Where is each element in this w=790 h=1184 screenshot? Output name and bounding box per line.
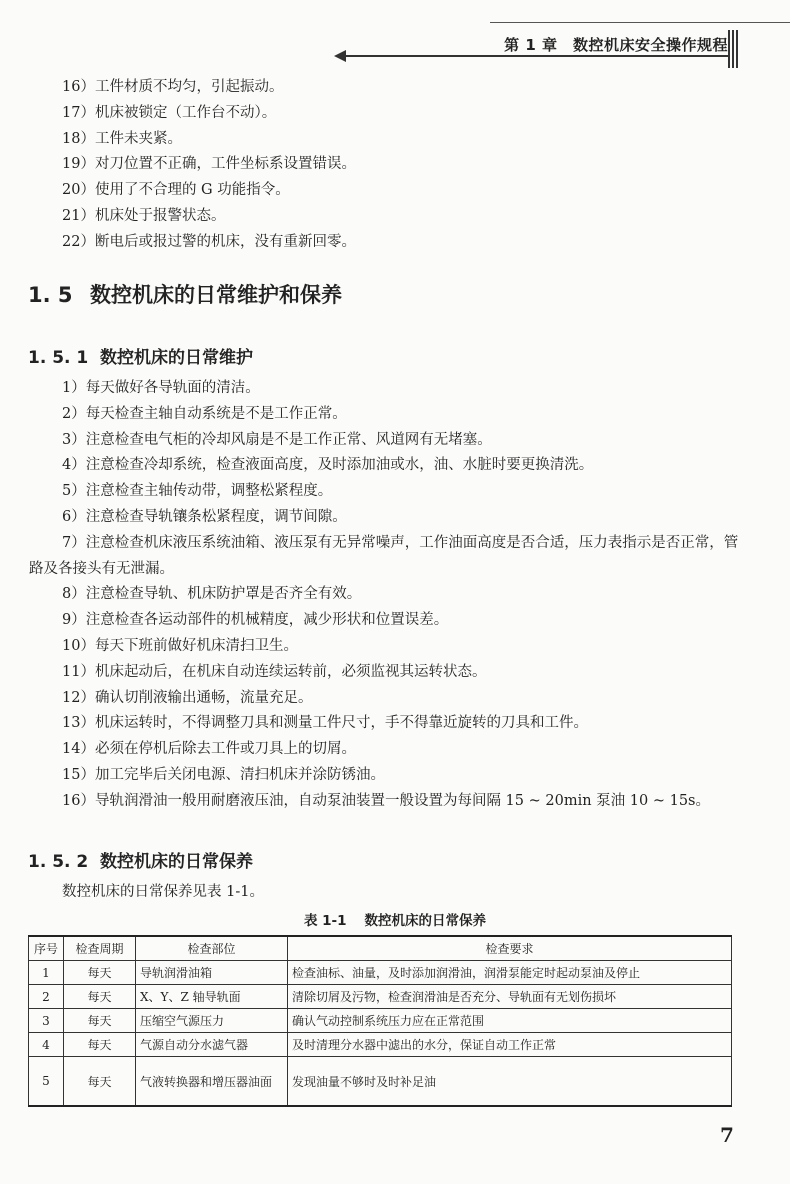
- cell-index: 2: [29, 985, 64, 1009]
- subsection-title: 数控机床的日常维护: [100, 348, 253, 368]
- table-row: [29, 1033, 732, 1057]
- cell-index: 1: [29, 961, 64, 985]
- cell-period: 每天: [64, 1009, 136, 1033]
- table-caption-number: 表 1-1: [303, 913, 347, 929]
- list-item: 1）每天做好各导轨面的清洁。: [62, 380, 260, 396]
- list-item: 14）必须在停机后除去工件或刀具上的切屑。: [62, 741, 356, 758]
- subsection-title: 数控机床的日常保养: [100, 852, 253, 872]
- running-header: [330, 22, 790, 72]
- list-item: 12）确认切削液输出通畅，流量充足。: [62, 689, 313, 706]
- header-rule: [490, 22, 790, 23]
- list-item: 19）对刀位置不正确，工件坐标系设置错误。: [62, 156, 356, 173]
- header-arrow-line: [342, 55, 728, 57]
- list-item: 6）注意检查导轨镶条松紧程度，调节间隙。: [62, 508, 347, 525]
- header-bars-icon: [728, 30, 738, 68]
- cell-index: 4: [29, 1033, 64, 1057]
- table-header-row: [29, 936, 732, 961]
- list-item: 5）注意检查主轴传动带，调整松紧程度。: [62, 483, 333, 500]
- cell-period: 每天: [64, 1057, 136, 1107]
- list-item: 18）工件未夹紧。: [62, 130, 182, 147]
- intro-text: 数控机床的日常保养见表 1-1。: [62, 884, 264, 900]
- table-row: [29, 1009, 732, 1033]
- table-row: [29, 961, 732, 985]
- cell-index: 3: [29, 1009, 64, 1033]
- list-item: 13）机床运转时，不得调整刀具和测量工件尺寸，手不得靠近旋转的刀具和工件。: [62, 715, 588, 732]
- cell-period: 每天: [64, 961, 136, 985]
- cell-requirement: 及时清理分水器中滤出的水分，保证自动工作正常: [288, 1033, 732, 1057]
- col-header-index: 序号: [29, 936, 64, 961]
- list-item: 4）注意检查冷却系统，检查液面高度，及时添加油或水，油、水脏时要更换清洗。: [62, 457, 594, 474]
- list-item: 15）加工完毕后关闭电源、清扫机床并涂防锈油。: [62, 766, 385, 783]
- subsection-heading-2: [28, 847, 253, 872]
- cell-location: 压缩空气源压力: [136, 1009, 288, 1033]
- daily-maintenance-list: [29, 376, 742, 815]
- list-item: 11）机床起动后，在机床自动连续运转前，必须监视其运转状态。: [62, 663, 487, 680]
- subsection-number: 1. 5. 2: [28, 852, 89, 872]
- list-item: 2）每天检查主轴自动系统是不是工作正常。: [62, 405, 347, 422]
- cell-location: 气源自动分水滤气器: [136, 1033, 288, 1057]
- col-header-period: 检查周期: [64, 936, 136, 961]
- subsection-heading-1: [28, 343, 253, 368]
- list-item: 3）注意检查电气柜的冷却风扇是不是工作正常、风道网有无堵塞。: [62, 431, 492, 448]
- cell-period: 每天: [64, 1033, 136, 1057]
- list-item: 16）工件材质不均匀，引起振动。: [62, 79, 284, 95]
- cell-location: 导轨润滑油箱: [136, 961, 288, 985]
- list-item: 17）机床被锁定（工作台不动）。: [62, 104, 277, 121]
- table-row: [29, 1057, 732, 1107]
- col-header-location: 检查部位: [136, 936, 288, 961]
- cell-location: 气液转换器和增压器油面: [136, 1057, 288, 1107]
- cell-requirement: 发现油量不够时及时补足油: [288, 1057, 732, 1107]
- maintenance-table: [28, 935, 732, 1107]
- chapter-title: 第 1 章 数控机床安全操作规程: [504, 36, 728, 54]
- cell-requirement: 清除切屑及污物，检查润滑油是否充分、导轨面有无划伤损坏: [288, 985, 732, 1009]
- list-item: 20）使用了不合理的 G 功能指令。: [62, 182, 290, 199]
- table-row: [29, 985, 732, 1009]
- table-caption-title: 数控机床的日常保养: [364, 913, 487, 929]
- table-caption: [0, 909, 790, 929]
- list-item: 22）断电后或报过警的机床，没有重新回零。: [62, 233, 356, 250]
- list-item: 10）每天下班前做好机床清扫卫生。: [62, 637, 298, 654]
- cell-period: 每天: [64, 985, 136, 1009]
- section-title: 数控机床的日常维护和保养: [90, 283, 342, 307]
- col-header-requirement: 检查要求: [288, 936, 732, 961]
- list-item: 7）注意检查机床液压系统油箱、液压泵有无异常噪声，工作油面高度是否合适，压力表指示是否正常，管路及各接头有无泄漏。: [29, 534, 739, 577]
- cell-location: X、Y、Z 轴导轨面: [136, 985, 288, 1009]
- list-item: 21）机床处于报警状态。: [62, 207, 226, 224]
- section-number: 1. 5: [28, 283, 73, 307]
- subsection-number: 1. 5. 1: [28, 348, 89, 368]
- cell-requirement: 确认气动控制系统压力应在正常范围: [288, 1009, 732, 1033]
- cell-index: 5: [29, 1057, 64, 1107]
- page-number: 7: [720, 1123, 734, 1147]
- list-item: 8）注意检查导轨、机床防护罩是否齐全有效。: [62, 586, 362, 603]
- cell-requirement: 检查油标、油量，及时添加润滑油，润滑泵能定时起动泵油及停止: [288, 961, 732, 985]
- list-item: 16）导轨润滑油一般用耐磨液压油，自动泵油装置一般设置为每间隔 15 ~ 20min 泵油 10 ~ 15s。: [62, 792, 710, 809]
- list-item: 9）注意检查各运动部件的机械精度，减少形状和位置误差。: [62, 612, 449, 629]
- section-heading: [28, 279, 342, 309]
- failure-cause-list: [62, 75, 742, 256]
